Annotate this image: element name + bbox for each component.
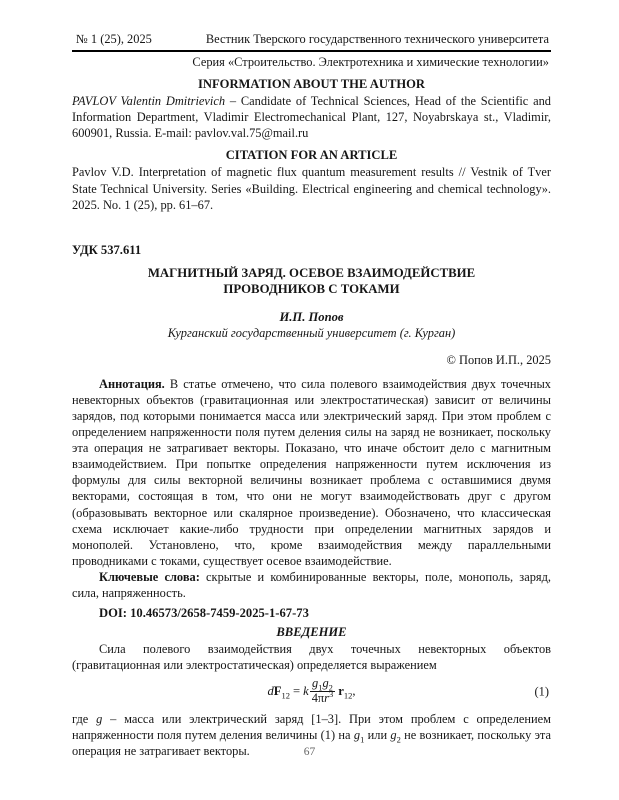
introduction-heading: ВВЕДЕНИЕ [276,624,347,639]
citation-heading: CITATION FOR AN ARTICLE [225,148,398,163]
charge-g2: g [322,675,329,690]
abstract-label: Аннотация. [99,376,165,391]
journal-header [72,32,551,70]
p2-text-2: – масса или электрический заряд [1–3]. При этом проблем с определением напряженности поля путем деления величины (1) на [72,711,551,742]
article-title-line1: МАГНИТНЫЙ ЗАРЯД. ОСЕВОЕ ВЗАИМОДЕЙСТВИЕ [147,265,476,280]
radius-r: r [324,691,329,706]
p2-text-3: или [364,727,391,742]
differential-d: d [267,684,274,699]
charge-g1-subscript: 1 [318,682,323,693]
journal-header-row [72,32,551,52]
p2-text-1: где [72,711,97,726]
journal-series: Серия «Строительство. Электротехника и химические технологии» [192,55,549,69]
p2-symbol-g2-subscript: 2 [396,734,401,745]
udk-code: УДК 537.611 [72,242,142,257]
page-number: 67 [303,746,316,758]
keywords-paragraph [72,569,551,601]
info-about-author-heading: INFORMATION ABOUT THE AUTHOR [197,77,426,91]
fraction [310,677,336,706]
keywords-label: Ключевые слова: [99,570,200,585]
copyright-line: © Попов И.П., 2025 [446,353,551,368]
charge-g1: g [312,675,319,690]
radius-vector-r: r [338,684,344,699]
equation-1 [72,677,551,708]
radius-vector-subscript: 12 [343,690,353,701]
fraction-denominator [310,689,336,706]
coefficient-k: k [303,684,309,699]
p2-text-4: не возникает, поскольку эта операция не затрагивает векторы. [72,727,551,758]
p2-symbol-g2: g [390,727,397,742]
author-name-ru: И.П. Попов [279,310,344,324]
four-pi: 4π [311,691,325,706]
trailing-comma: , [352,684,356,699]
article-title [72,265,551,298]
force-vector-F: F [273,684,282,699]
p2-symbol-g1-subscript: 1 [360,734,365,745]
doi-line: DOI: 10.46573/2658-7459-2025-1-67-73 [99,606,309,621]
affiliation: Курганский государственный университет (г. Курган) [167,326,456,341]
issue-number: № 1 (25), 2025 [76,32,152,46]
abstract-paragraph [72,376,551,570]
radius-exponent: 3 [328,689,334,700]
author-details: – Candidate of Technical Sciences, Head of the Scientific and Information Department, Vladimir Electromechanical Plant, 127, Noyabrskaya st., Vladimir, 600901, Russia. E-mail: pavlov.val.75@mail.ru [72,94,551,141]
equals-sign: = [293,684,301,699]
p2-symbol-g: g [96,711,103,726]
journal-title: Вестник Тверского государственного технического университета [205,32,549,46]
citation-paragraph: Pavlov V.D. Interpretation of magnetic flux quantum measurement results // Vestnik of Tver State Technical University. Series «Building. Electrical engineering and chemical technology». 2025. No. 1 (25), pp. 61–67. [72,165,551,212]
article-title-line2: ПРОВОДНИКОВ С ТОКАМИ [223,282,400,297]
force-subscript: 12 [281,690,290,701]
p2-symbol-g1: g [353,727,361,742]
charge-g2-subscript: 2 [328,682,333,693]
keywords-text: скрытые и комбинированные векторы, поле, монополь, заряд, сила, напряженность. [72,570,551,601]
author-name-en: PAVLOV Valentin Dmitrievich [72,94,226,108]
equation-number: (1) [534,684,549,699]
introduction-paragraph-1: Сила полевого взаимодействия двух точечных невекторных объектов (гравитационная или электростатическая) определяется выражением [72,641,551,672]
abstract-text: В статье отмечено, что сила полевого взаимодействия двух точечных невекторных объектов (гравитационная или электростатическая) зависит от величины зарядов, под которыми понимается масса или электрический заряд. При этом проблем с определением напряженности поля путем деления силы на заряд не возникает, поскольку эта операция не затрагивает векторы. Показано, что иначе обстоит дело с магнитным взаимодействием. При попытке определения напряженности путем исключения из формулы для силы векторной величины возникает проблема с оставшимися двумя векторами, состоящая в том, что они не могут взаимодействовать друг с другом (образовывать векторное или скалярное произведение). Обозначено, что классическая схема исключает какие-либо трудности при определении магнитных зарядов и монополей. Установлено, что, кроме взаимодействия между параллельными проводниками с токами, существует осевое взаимодействие. [72,376,551,568]
author-info-paragraph [72,93,551,141]
